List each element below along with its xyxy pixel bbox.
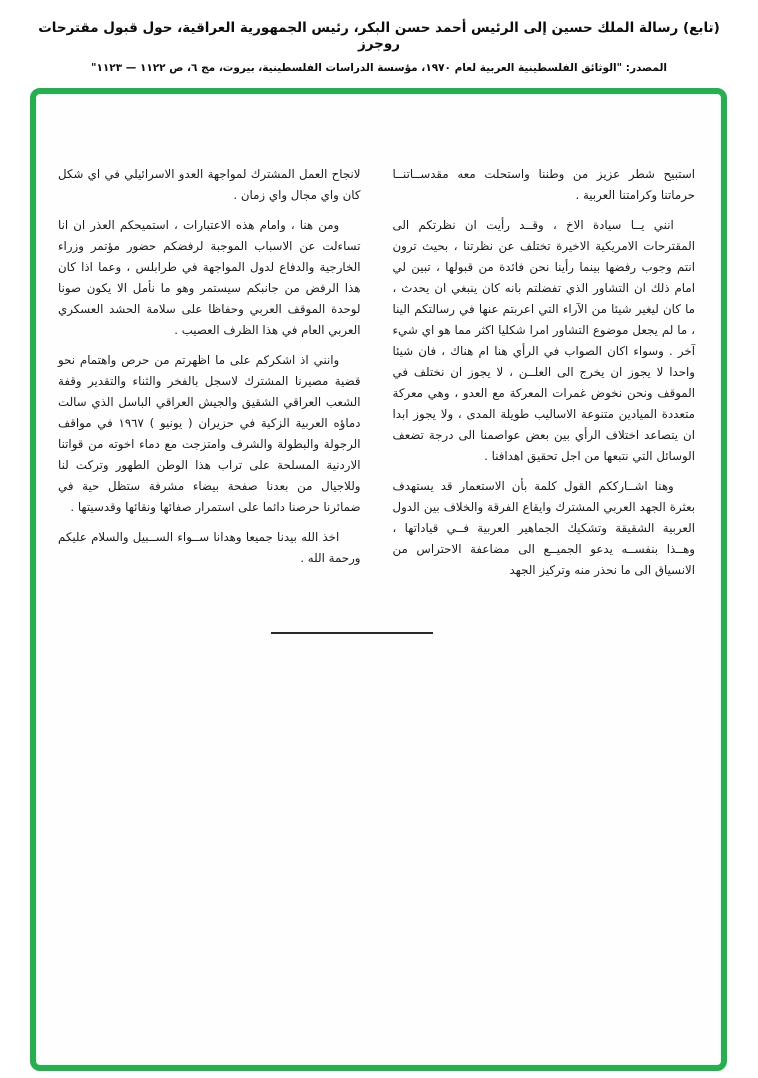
page-title: (تابع) رسالة الملك حسين إلى الرئيس أحمد حسن البكر، رئيس الجمهورية العراقية، حول قبول مقترحات روجرز: [38, 20, 720, 52]
paragraph: لانجاح العمل المشترك لمواجهة العدو الاسرائيلي في اي شكل كان واي مجال واي زمان .: [58, 167, 361, 202]
column-left: [58, 164, 361, 590]
source-citation: المصدر: "الوثائق الفلسطينية العربية لعام ١٩٧٠، مؤسسة الدراسات الفلسطينية، بيروت، مج ٦، ص ١١٢٢ — ١١٢٣": [91, 62, 667, 74]
page-frame: [30, 88, 727, 1071]
paragraph: انني يــا سيادة الاخ ، وقــد رأيت ان نظرتكم الى المقترحات الامريكية الاخيرة تختلف عن نظرتنا ، بحيث ترون انتم وجوب رفضها بينما رأينا نحن فائدة من قبولها ، تبين لي امام ذلك ان التشاور الذي تفضلتم بانه كان ينبغي ان يحدث ، ما كان ليغير شيئا من الآراء التي اعربتم عنها في رسالتكم الينا ، ما لم يجعل موضوع التشاور امرا شكليا اكثر مما هو اي شيء آخر . وسواء اكان الصواب في الرأي هنا ام هناك ، فان شيئا واحدا لا يجوز ان يخرج الى العلــن ، لا يجوز ان نختلف في الموقف ونحن نخوض غمرات المعركة مع العدو ، وهي معركة متعددة الميادين متنوعة الاساليب طويلة المدى ، ولا يجوز ابدا ان يتصاعد اختلاف الرأي بين بعض عواصمنا الى درجة تضعف الوسائل التي نتبعها من اجل تحقيق اهدافنا .: [392, 217, 695, 463]
column-right: [393, 164, 696, 590]
paragraph: ومن هنا ، وامام هذه الاعتبارات ، استميحكم العذر ان انا تساءلت عن الاسباب الموجبة لرفضكم حضور مؤتمر وزراء الخارجية والدفاع لدول المواجهة في طرابلس ، وعما اذا كان هذا الرفض من جانبكم سيستمر وهو ما نأمل الا يكون صونا لوحدة الموقف العربي وحفاظا على سلامة الحشد العسكري العربي العام في هذا الظرف العصيب .: [58, 217, 361, 337]
separator-line: [271, 632, 433, 634]
paragraph: وهنا اشــارككم القول كلمة بأن الاستعمار قد يستهدف بعثرة الجهد العربي المشترك وايقاع الفرقة والخلاف بين الدول العربية الشقيقة وتشكيك الجماهير العربية فــي قياداتها ، وهــذا بنفســه يدعو الجميــع الى مضاعفة الاحتراس من الانسياق الى ما نحذر منه وتركيز الجهد: [392, 478, 695, 577]
paragraph: استبيح شطر عزيز من وطننا واستحلت معه مقدســاتنــا حرماتنا وكرامتنا العربية .: [392, 167, 695, 202]
document-header: [0, 20, 758, 74]
text-columns: [58, 164, 695, 590]
paragraph: اخذ الله بيدنا جميعا وهدانا ســواء الســبيل والسلام عليكم ورحمة الله .: [58, 529, 361, 565]
paragraph: وانني اذ اشكركم على ما اظهرتم من حرص واهتمام نحو قضية مصيرنا المشترك لاسجل بالفخر والثناء والتقدير وقفة الشعب العراقي الشقيق والجيش العراقي الباسل الذي سالت دماؤه العربية الزكية في حزيران ( يونيو ) ١٩٦٧ في مواقف الرجولة والبطولة والشرف وامتزجت مع دماء اخوته من قواتنا الاردنية المسلحة على تراب هذا الوطن الطهور وتركت لنا وللاجيال من بعدنا صفحة بيضاء مشرفة ستظل حية في ضمائرنا حرصنا دائما على استمرار صفائها ونقائها وقدسيتها .: [58, 352, 361, 514]
